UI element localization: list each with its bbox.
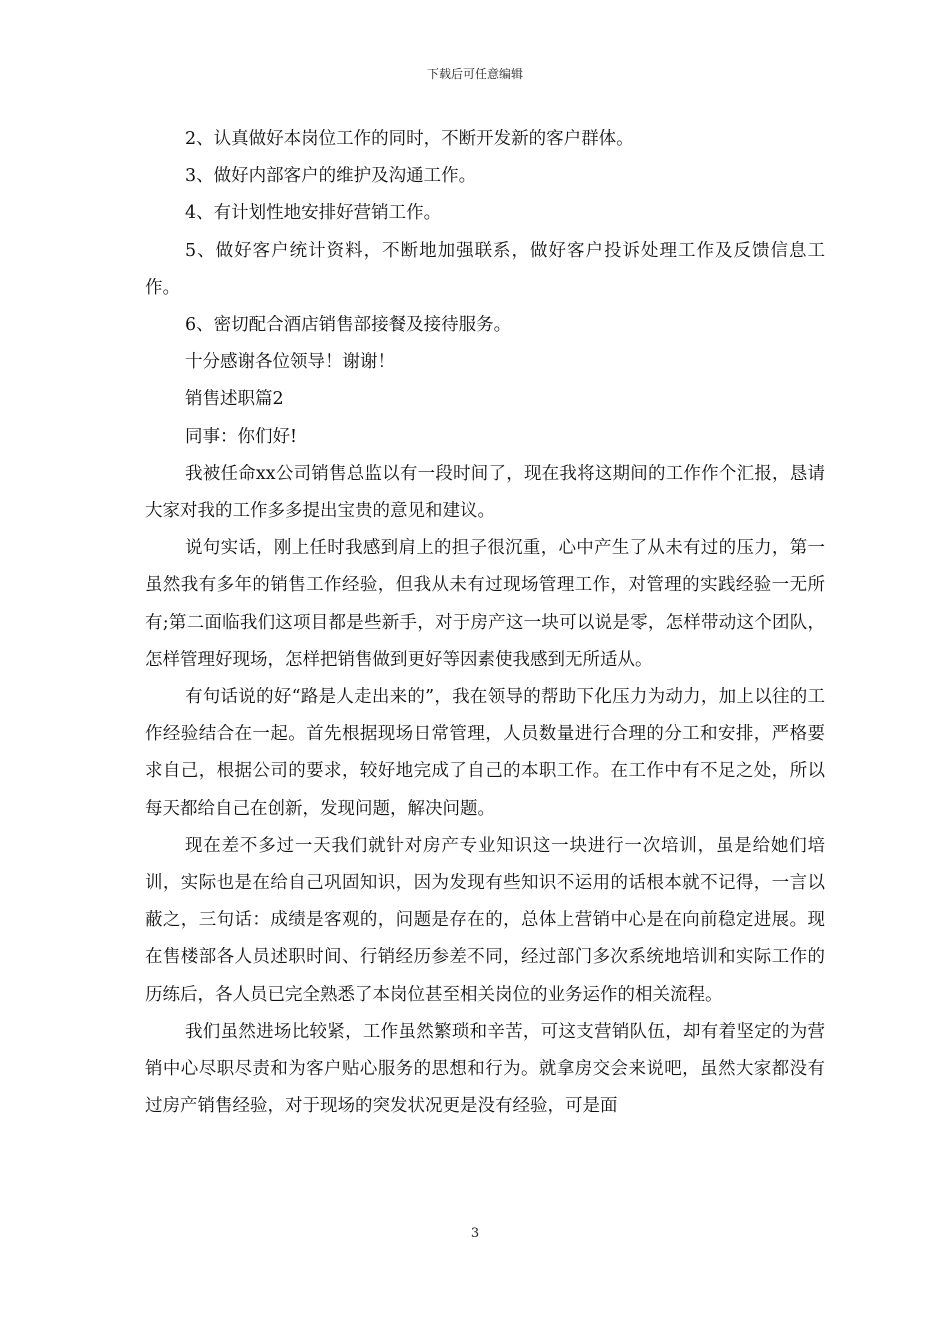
paragraph: 有句话说的好“路是人走出来的”，我在领导的帮助下化压力为动力，加上以往的工作经验结合在一起。首先根据现场日常管理，人员数量进行合理的分工和安排，严格要求自己，根据公司的要求，较好地完成了自己的本职工作。在工作中有不足之处，所以每天都给自己在创新，发现问题，解决问题。	[145, 687, 825, 819]
document-body	[145, 121, 825, 1125]
paragraph: 现在差不多过一天我们就针对房产专业知识这一块进行一次培训，虽是给她们培训，实际也是在给自己巩固知识，因为发现有些知识不运用的话根本就不记得，一言以蔽之，三句话：成绩是客观的，问题是存在的，总体上营销中心是在向前稳定进展。现在售楼部各人员述职时间、行销经历参差不同，经过部门多次系统地培训和实际工作的历练后，各人员已完全熟悉了本岗位甚至相关岗位的业务运作的相关流程。	[145, 835, 825, 1005]
paragraph: 我们虽然进场比较紧，工作虽然繁琐和辛苦，可这支营销队伍，却有着坚定的为营销中心尽职尽责和为客户贴心服务的思想和行为。就拿房交会来说吧，虽然大家都没有过房产销售经验，对于现场的突发状况更是没有经验，可是面	[145, 1021, 825, 1117]
paragraph: 5、做好客户统计资料，不断地加强联系，做好客户投诉处理工作及反馈信息工作。	[145, 240, 825, 298]
section-title: 销售述职篇2	[185, 389, 284, 410]
page-number: 3	[470, 1226, 480, 1241]
paragraph: 2、认真做好本岗位工作的同时，不断开发新的客户群体。	[185, 129, 634, 149]
paragraph: 4、有计划性地安排好营销工作。	[185, 203, 442, 224]
salutation: 同事：你们好!	[185, 426, 298, 447]
paragraph: 十分感谢各位领导！谢谢！	[185, 352, 395, 373]
page-header: 下载后可任意编辑	[426, 67, 523, 81]
paragraph: 我被任命xx公司销售总监以有一段时间了，现在我将这期间的工作作个汇报，恳请大家对我的工作多多提出宝贵的意见和建议。	[145, 463, 825, 522]
paragraph: 说句实话，刚上任时我感到肩上的担子很沉重，心中产生了从未有过的压力，第一虽然我有多年的销售工作经验，但我从未有过现场管理工作，对管理的实践经验一无所有;第二面临我们这项目都是些新手，对于房产这一块可以说是零，怎样带动这个团队，怎样管理好现场，怎样把销售做到更好等因素使我感到无所适从。	[145, 538, 825, 670]
paragraph: 3、做好内部客户的维护及沟通工作。	[185, 166, 477, 187]
paragraph: 6、密切配合酒店销售部接餐及接待服务。	[185, 315, 512, 336]
